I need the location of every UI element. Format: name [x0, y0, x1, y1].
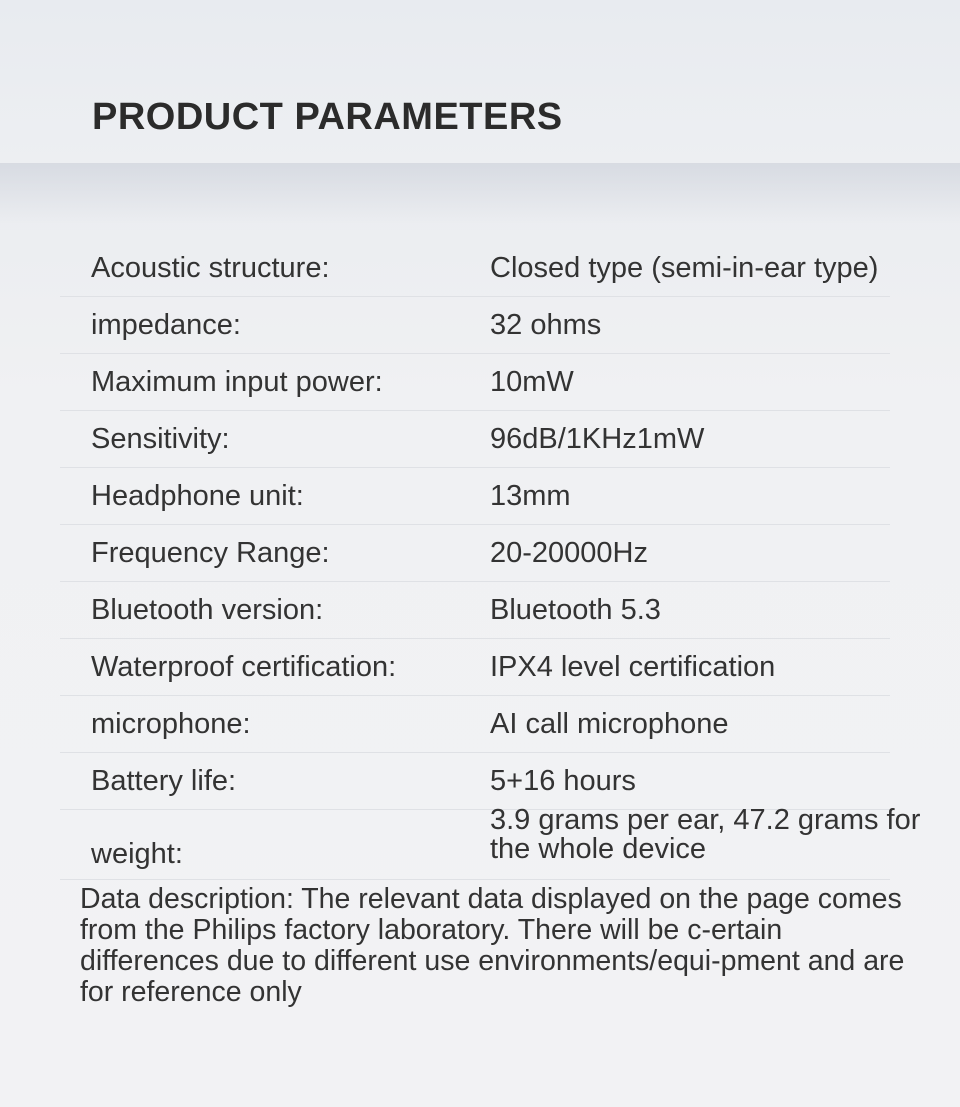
spec-value: Bluetooth 5.3 — [490, 594, 661, 626]
spec-row-microphone — [60, 696, 890, 753]
header-shadow — [0, 163, 960, 223]
page-title: PRODUCT PARAMETERS — [92, 96, 563, 138]
spec-value: 20-20000Hz — [490, 537, 648, 569]
spec-label: Maximum input power: — [91, 366, 383, 398]
spec-label: Bluetooth version: — [91, 594, 324, 626]
spec-label: Sensitivity: — [91, 423, 230, 455]
spec-label: Frequency Range: — [91, 537, 330, 569]
spec-value: 10mW — [490, 366, 574, 398]
spec-row-frequency-range — [60, 525, 890, 582]
spec-row-waterproof-certification — [60, 639, 890, 696]
spec-value: IPX4 level certification — [490, 651, 776, 683]
spec-label: impedance: — [91, 309, 241, 341]
spec-label: Battery life: — [91, 765, 237, 797]
spec-row-impedance — [60, 297, 890, 354]
spec-value: 5+16 hours — [490, 765, 636, 797]
spec-value: 13mm — [490, 480, 571, 512]
spec-value: 32 ohms — [490, 309, 602, 341]
spec-row-max-input-power — [60, 354, 890, 411]
spec-row-battery-life — [60, 753, 890, 810]
spec-label: Headphone unit: — [91, 480, 304, 512]
data-description-note: Data description: The relevant data displayed on the page comes from the Philips factory laboratory. There will be c-ertain differences due to different use environments/equi-pment and are for reference only — [80, 883, 905, 1008]
spec-row-acoustic-structure — [60, 240, 890, 297]
spec-row-headphone-unit — [60, 468, 890, 525]
spec-row-weight — [60, 804, 921, 880]
spec-value: Closed type (semi-in-ear type) — [490, 252, 879, 284]
header-band — [0, 0, 960, 163]
spec-label: microphone: — [91, 708, 251, 740]
spec-label: Waterproof certification: — [91, 651, 397, 683]
spec-table — [60, 240, 921, 880]
spec-row-sensitivity — [60, 411, 890, 468]
spec-label: Acoustic structure: — [91, 252, 330, 284]
spec-value: 3.9 grams per ear, 47.2 grams for the whole device — [490, 804, 921, 865]
spec-label: weight: — [91, 838, 183, 870]
spec-value: 96dB/1KHz1mW — [490, 423, 705, 455]
spec-value: AI call microphone — [490, 708, 729, 740]
spec-row-bluetooth-version — [60, 582, 890, 639]
